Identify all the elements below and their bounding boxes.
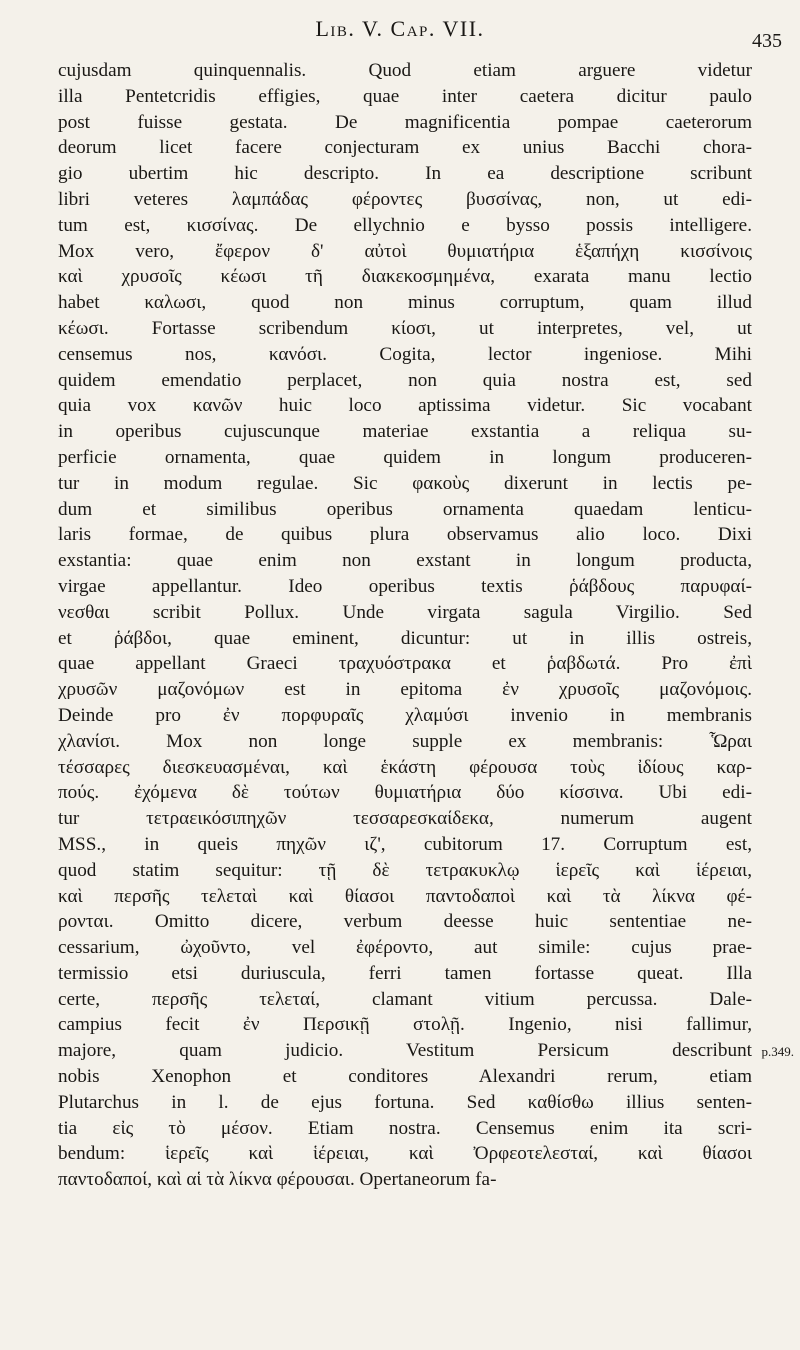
text-line: Deinde pro ἐν πορφυραῖς χλαμύσι invenio in membranis [58, 704, 752, 726]
text-line: majore, quam judicio. Vestitum Persicum describunt [58, 1040, 752, 1062]
text-line: in operibus cujuscunque materiae exstantia a reliqua su- [58, 421, 752, 443]
text-line: libri veteres λαμπάδας φέροντες βυσσίνας, non, ut edi- [58, 188, 752, 210]
text-line: καὶ χρυσοῖς κέωσι τῆ διακεκοσμημένα, exarata manu lectio [58, 266, 752, 288]
text-line: quidem emendatio perplacet, non quia nostra est, sed [58, 369, 752, 391]
text-line: πούς. ἐχόμενα δὲ τούτων θυμιατήρια δύο κίσσινα. Ubi edi- [58, 782, 752, 804]
text-line: παντοδαποί, καὶ αἱ τὰ λίκνα φέρουσαι. Opertaneorum fa- [58, 1169, 497, 1191]
text-line: habet καλωσι, quod non minus corruptum, quam illud [58, 292, 752, 314]
text-line: Mox vero, ἔφερον δ' αὐτοὶ θυμιατήρια ἑξαπήχη κισσίνοις [58, 240, 752, 262]
margin-page-reference: p.349. [761, 1044, 794, 1059]
text-line: virgae appellantur. Ideo operibus textis ῥάβδους παρυφαί- [58, 575, 752, 597]
text-line: laris formae, de quibus plura observamus alio loco. Dixi [58, 524, 752, 546]
page-number: 435 [752, 30, 782, 52]
text-line: gio ubertim hic descripto. In ea descriptione scribunt [58, 163, 752, 185]
text-line: et ῥάβδοι, quae eminent, dicuntur: ut in illis ostreis, [58, 627, 752, 649]
text-line: illa Pentetcridis effigies, quae inter caetera dicitur paulo [58, 85, 752, 107]
text-line: quae appellant Graeci τραχυόστρακα et ῥαβδωτά. Pro ἐπὶ [58, 653, 752, 675]
text-line: tur τετραεικόσιπηχῶν τεσσαρεσκαίδεκα, numerum augent [58, 808, 752, 830]
text-line: post fuisse gestata. De magnificentia pompae caeterorum [58, 111, 752, 133]
text-line: tum est, κισσίνας. De ellychnio e bysso possis intelligere. [58, 214, 752, 236]
text-line: deorum licet facere conjecturam ex unius Bacchi chora- [58, 137, 752, 159]
text-line: MSS., in queis πηχῶν ιζ', cubitorum 17. Corruptum est, [58, 833, 752, 855]
text-line: perficie ornamenta, quae quidem in longum produceren- [58, 446, 752, 468]
text-line: τέσσαρες διεσκευασμέναι, καὶ ἑκάστη φέρουσα τοὺς ἰδίους καρ- [58, 756, 752, 778]
text-line: cessarium, ὠχοῦντο, vel ἐφέροντο, aut simile: cujus prae- [58, 937, 752, 959]
text-line: tia εἰς τὸ μέσον. Etiam nostra. Censemus enim ita scri- [58, 1117, 752, 1139]
text-line: κέωσι. Fortasse scribendum κίοσι, ut interpretes, vel, ut [58, 317, 752, 339]
text-line: dum et similibus operibus ornamenta quaedam lenticu- [58, 498, 752, 520]
text-line: censemus nos, κανόσι. Cogita, lector ingeniose. Mihi [58, 343, 752, 365]
text-line: campius fecit ἐν Περσικῇ στολῇ. Ingenio, nisi fallimur, [58, 1014, 752, 1036]
body-text [58, 58, 752, 1193]
text-line: καὶ περσῆς τελεταὶ καὶ θίασοι παντοδαποὶ καὶ τὰ λίκνα φέ- [58, 885, 752, 907]
text-line: ρονται. Omitto dicere, verbum deesse huic sententiae ne- [58, 911, 752, 933]
text-line: νεσθαι scribit Pollux. Unde virgata sagula Virgilio. Sed [58, 601, 752, 623]
text-line: χλανίσι. Mox non longe supple ex membranis: Ὧραι [58, 730, 752, 752]
text-line: quod statim sequitur: τῇ δὲ τετρακυκλῳ ἱερεῖς καὶ ἱέρειαι, [58, 859, 752, 881]
running-head: Lib. V. Cap. VII. [315, 16, 485, 41]
text-line: quia vox κανῶν huic loco aptissima videtur. Sic vocabant [58, 395, 752, 417]
text-line: χρυσῶν μαζονόμων est in epitoma ἐν χρυσοῖς μαζονόμοις. [58, 679, 752, 701]
text-line: nobis Xenophon et conditores Alexandri rerum, etiam [58, 1066, 752, 1088]
text-line: Plutarchus in l. de ejus fortuna. Sed καθίσθω illius senten- [58, 1091, 752, 1113]
text-line: tur in modum regulae. Sic φακοὺς dixerunt in lectis pe- [58, 472, 752, 494]
text-line: cujusdam quinquennalis. Quod etiam arguere videtur [58, 60, 752, 81]
text-line: bendum: ἱερεῖς καὶ ἱέρειαι, καὶ Ὀρφεοτελεσταί, καὶ θίασοι [58, 1143, 752, 1165]
text-line: termissio etsi duriuscula, ferri tamen fortasse queat. Illa [58, 962, 752, 984]
text-line: certe, περσῆς τελεταί, clamant vitium percussa. Dale- [58, 988, 752, 1010]
text-line: exstantia: quae enim non exstant in longum producta, [58, 550, 752, 572]
